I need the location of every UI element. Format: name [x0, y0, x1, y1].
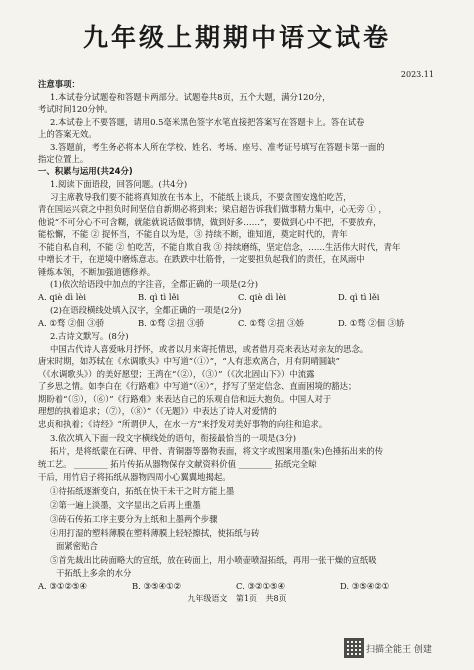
q3-step: ④用打湿的塑料薄膜在塑料薄膜上轻轻擦拭，使拓纸与砖: [50, 528, 260, 538]
passage-line: 青在国运兴衰之中担负时间坚信自新期必将到来；梁启超告诉我们做事精力集中，心无旁 ① ，: [38, 204, 387, 214]
option-b: B. qì tì lěi: [138, 292, 180, 302]
section-heading: 一、积累与运用(共24分): [38, 166, 133, 176]
passage-line: 中增长才干，在逆境中磨炼意志。在跌跌中壮筋骨，一定要担负起我们的责任，在风雨中: [38, 254, 365, 264]
notes-line: 指定位置上。: [38, 154, 89, 164]
poem-line: 了乡思之情。如李白在《行路难》中写道“（④）”，抒写了坚定信念、直面困境的豁达；: [38, 381, 357, 391]
option-a: A. ③①②⑤④: [38, 581, 87, 591]
notes-line: 1.本试卷分试题卷和答题卡两部分。试题卷共8页，五个大题，满分120分，: [50, 92, 331, 102]
notes-heading: 注意事项：: [38, 79, 80, 89]
sub-question: (2)在语段横线处填入汉字，全都正确的一项是(2分): [50, 305, 242, 315]
notes-line: 考试时间120分钟。: [38, 104, 113, 114]
passage-line: 能松懈，不能 ② 捉怀当，不能自以为是，③ 持续不断，谁知道，奠定时代的，青年: [38, 229, 348, 239]
scanner-watermark: 扫描全能王 创建: [366, 645, 432, 655]
page-footer: 九年级语文 第1页 共8页: [187, 594, 287, 603]
question-title: 2.古诗文默写。(8分): [50, 331, 129, 341]
option-d: D. qì tì lěi: [338, 292, 380, 302]
options-row: [38, 292, 458, 303]
q3-text-line: 统工艺。 ________ 拓片传拓从器物保存文献资料价值 ________ 拓纸完全晾: [38, 459, 317, 469]
poem-line: 理想的执着追求；（⑦），（⑧）”（《无题》）中表达了诗人对爱情的: [38, 406, 277, 416]
q3-step: ③砖石传拓工序主要分为上纸和上墨两个步骤: [50, 514, 218, 524]
option-d: D. ③⑤④②①: [340, 581, 390, 591]
poem-line: （《水调歌头》）的美好愿望；王湾在“（②），（③）”（《次北固山下》）中流露: [38, 369, 315, 379]
notes-line: 上的答案无效。: [38, 129, 97, 139]
options-row: [38, 318, 458, 329]
exam-date: 2023.11: [400, 70, 434, 79]
qr-code-icon: [344, 638, 364, 658]
poem-line: 期盼着“（⑤），（⑥）”《行路难》来表达自己的乐观自信和远大抱负。中国人对于: [38, 394, 332, 404]
option-a: A. ①骛 ②佃 ③骄: [38, 318, 105, 328]
q3-step: ①待拓纸逐渐变白，拓纸在快干未干之时方能上墨: [50, 486, 235, 496]
option-c: C. qiè dì lèi: [238, 292, 287, 302]
option-c: C. ③②①⑤④: [236, 581, 285, 591]
option-b: B. ③⑤④①②: [132, 581, 182, 591]
passage-line: 他说“不可分心不可含糊，就能就说话做事情，做到好多……”，要做到心中不把，不要放弃，: [38, 217, 382, 227]
sub-question: (1)依次给语段中加点的字注音，全都正确的一项是(2分): [50, 279, 258, 289]
q3-step: ⑤首先裁出比砖面略大的宣纸，放在砖面上，用小喷壶喷湿拓纸，再用一张干燥的宣纸吸: [50, 555, 377, 565]
notes-line: 2.本试卷上不要答题，请用0.5毫米黑色签字水笔直接把答案写在答题卡上。答在试卷: [50, 117, 365, 127]
passage-line: 不能自私自利，不能 ② 怕吃苦，不能自欺自我 ③ 持续磨练，坚定信念，……生活伟大时代，青年: [38, 242, 401, 252]
poem-line: 忠贞和执着；《诗经》“所谓伊人，在水一方”来抒发对美好事物的向往和追求。: [38, 419, 328, 429]
options-row: [38, 581, 458, 592]
option-d: D. ①骛 ②佃 ③娇: [338, 318, 405, 328]
poem-line: 唐宋时期，如苏轼在《水调歌头》中写道“（①）”，“人有悲欢离合，月有阴晴圆缺”: [38, 356, 340, 366]
option-a: A. qiè dì lèi: [38, 292, 87, 302]
q3-step: ②第一遍上淡墨，文字显出之后再上重墨: [50, 500, 201, 510]
q3-step: 干拓纸上多余的水分: [56, 568, 132, 578]
option-b: B. ①骛 ②扭 ③骄: [138, 318, 205, 328]
notes-line: 3.答题前，考生务必将本人所在学校、姓名、考场、座号、准考证号填写在答题卡第一面的: [50, 142, 385, 152]
poem-line: 中国古代诗人喜爱咏月抒怀，或者以月来寄托情思，或者借月亮来表达对亲友的思念。: [50, 344, 369, 354]
q3-step: 面紧密贴合: [56, 541, 98, 551]
q3-text-line: 拓片，是将纸蒙在石碑、甲骨、青铜器等器物表面，将文字或图案用墨(朱)色捶拓出来的传: [50, 446, 384, 456]
q3-text-line: 干后，用竹启子将拓纸从器物四周小心翼翼地揭起。: [38, 472, 231, 482]
page-title: 九年级上期期中语文试卷: [82, 23, 391, 52]
passage-line: 锤炼本领，不断加强道德修养。: [38, 267, 156, 277]
option-c: C. ①骛 ②扭 ③娇: [238, 318, 305, 328]
question-title: 3.依次填入下面一段文字横线处的语句，衔接最恰当的一项是(3分): [50, 433, 296, 443]
question-title: 1.阅读下面语段，回答问题。(共4分): [50, 179, 188, 189]
passage-line: 习主席教导我们要不能将真知放在书本上，不能纸上谈兵，不要贪图安逸怕吃苦，: [50, 192, 352, 202]
